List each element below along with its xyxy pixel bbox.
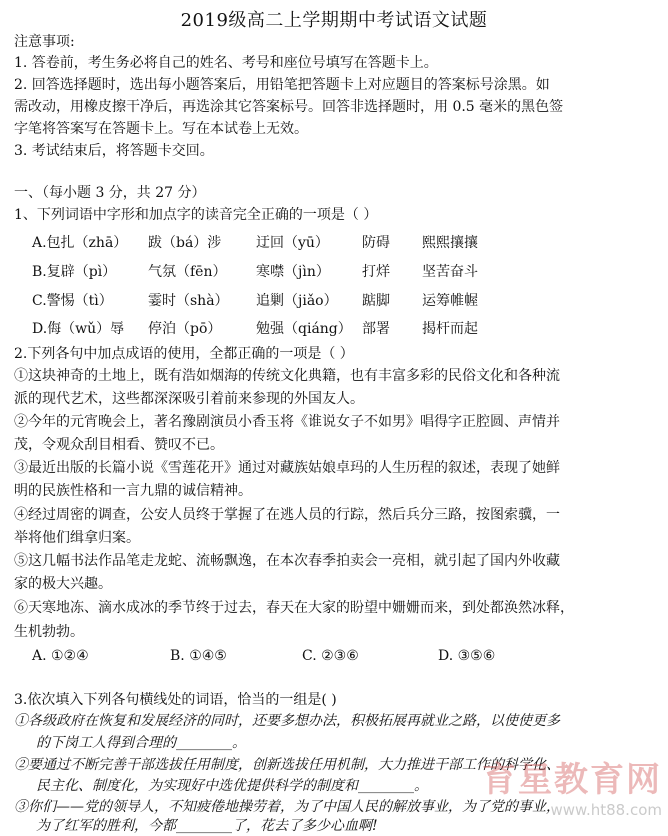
- notice-line: 3. 考试结束后，将答题卡交回。: [14, 143, 214, 159]
- q2-choice: D. ③⑤⑥: [438, 648, 496, 664]
- q3-stem: 3.依次填入下列各句横线处的词语，恰当的一组是( ): [14, 692, 337, 708]
- q1-stem: 1、下列词语中字形和加点字的读音完全正确的一项是（ ）: [14, 207, 378, 223]
- q1-word: D.侮（wǔ）辱: [32, 321, 125, 337]
- q2-choice: A. ①②④: [32, 648, 89, 664]
- q1-word: 停泊（pō）: [148, 321, 222, 337]
- q1-word: 熙熙攘攘: [422, 235, 478, 251]
- q1-option-row: [32, 261, 654, 281]
- q1-word: 踮脚: [362, 293, 390, 309]
- q2-choice: C. ②③⑥: [302, 648, 359, 664]
- q1-word: 勉强（qiáng）: [256, 321, 352, 337]
- q3-line: ②要通过不断完善干部选拔任用制度，创新选拔任用机制，大力推进干部工作的科学化、: [14, 757, 560, 773]
- q1-word: 跋（bá）涉: [148, 235, 222, 251]
- q2-line: 家的极大兴趣。: [14, 576, 112, 592]
- q1-word: 揭杆而起: [422, 321, 478, 337]
- section-heading: 一、（每小题 3 分，共 27 分）: [14, 185, 206, 201]
- notice-line: 1. 答卷前，考生务必将自己的姓名、考号和座位号填写在答题卡上。: [14, 55, 438, 71]
- q2-line: ⑤这几幅书法作品笔走龙蛇、流畅飘逸，在本次春季拍卖会一亮相，就引起了国内外收藏: [14, 553, 560, 569]
- q1-word: C.警惕（tì）: [32, 293, 113, 309]
- q2-choice: B. ①④⑤: [170, 648, 227, 664]
- q2-line: ⑥天寒地冻、滴水成冰的季节终于过去，春天在大家的盼望中姗姗而来，到处都涣然冰释，: [14, 600, 574, 616]
- q2-line: ④经过周密的调查，公安人员终于掌握了在逃人员的行踪，然后兵分三路，按图索骥，一: [14, 507, 560, 523]
- q2-stem: 2.下列各句中加点成语的使用，全都正确的一项是（ ）: [14, 346, 354, 362]
- q2-line: 派的现代艺术，这些都深深吸引着前来参现的外国友人。: [14, 391, 364, 407]
- watermark-logo: 育星教育网: [482, 760, 662, 800]
- notice-heading: 注意事项:: [14, 34, 75, 50]
- notice-line: 字笔将答案写在答题卡上。写在本试卷上无效。: [14, 121, 308, 137]
- q3-line: 民主化、制度化，为实现好中选优提供科学的制度和________。: [36, 778, 428, 794]
- q1-word: 追剿（jiǎo）: [256, 293, 338, 309]
- q1-word: 部署: [362, 321, 390, 337]
- q3-line: ①各级政府在恢复和发展经济的同时，还要多想办法，积极拓展再就业之路，以使使更多: [14, 713, 560, 729]
- q2-line: 举将他们缉拿归案。: [14, 530, 140, 546]
- q1-option-row: [32, 318, 654, 338]
- q1-word: 坚苦奋斗: [422, 264, 478, 280]
- page-title: 2019级高二上学期期中考试语文试题: [180, 10, 488, 31]
- q1-word: 气氛（fēn）: [148, 264, 227, 280]
- q2-line: ③最近出版的长篇小说《雪莲花开》通过对藏族姑娘卓玛的人生历程的叙述，表现了她鲜: [14, 460, 560, 476]
- q2-line: 生机勃勃。: [14, 624, 84, 640]
- q2-line: 明的民族性格和一言九鼎的诚信精神。: [14, 483, 252, 499]
- q1-word: 运筹帷幄: [422, 293, 478, 309]
- q1-word: B.复辟（pì）: [32, 264, 117, 280]
- q1-word: 霎时（shà）: [148, 293, 229, 309]
- q1-word: 寒噤（jìn）: [256, 264, 330, 280]
- q1-word: A.包扎（zhā）: [32, 235, 128, 251]
- notice-line: 需改动，用橡皮擦干净后，再选涂其它答案标号。回答非选择题时，用 0.5 毫米的黑色签: [14, 99, 564, 115]
- q1-word: 防碍: [362, 235, 390, 251]
- q1-word: 打烊: [362, 264, 390, 280]
- q1-word: 迂回（yū）: [256, 235, 329, 251]
- q2-line: 茂，令观众刮目相看、赞叹不已。: [14, 437, 224, 453]
- q1-option-row: [32, 290, 654, 310]
- q1-option-row: [32, 232, 654, 252]
- watermark-url: www.ht88.com: [550, 801, 662, 819]
- q3-line: ③你们——党的领导人，不知疲倦地操劳着，为了中国人民的解放事业，为了党的事业，: [14, 799, 560, 815]
- notice-line: 2. 回答选择题时，选出每小题答案后，用铅笔把答题卡上对应题目的答案标号涂黑。如: [14, 77, 550, 93]
- watermark: [482, 752, 662, 819]
- q2-choices: [32, 648, 654, 668]
- q3-line: 的下岗工人得到合理的________。: [36, 735, 246, 751]
- q2-line: ②今年的元宵晚会上，著名豫剧演员小香玉将《谁说女子不如男》唱得字正腔圆、声情并: [14, 414, 560, 430]
- q2-line: ①这块神奇的土地上，既有浩如烟海的传统文化典籍，也有丰富多彩的民俗文化和各种流: [14, 368, 560, 384]
- q3-line: 为了红军的胜利，今都________了，花去了多少心血啊!: [36, 818, 378, 834]
